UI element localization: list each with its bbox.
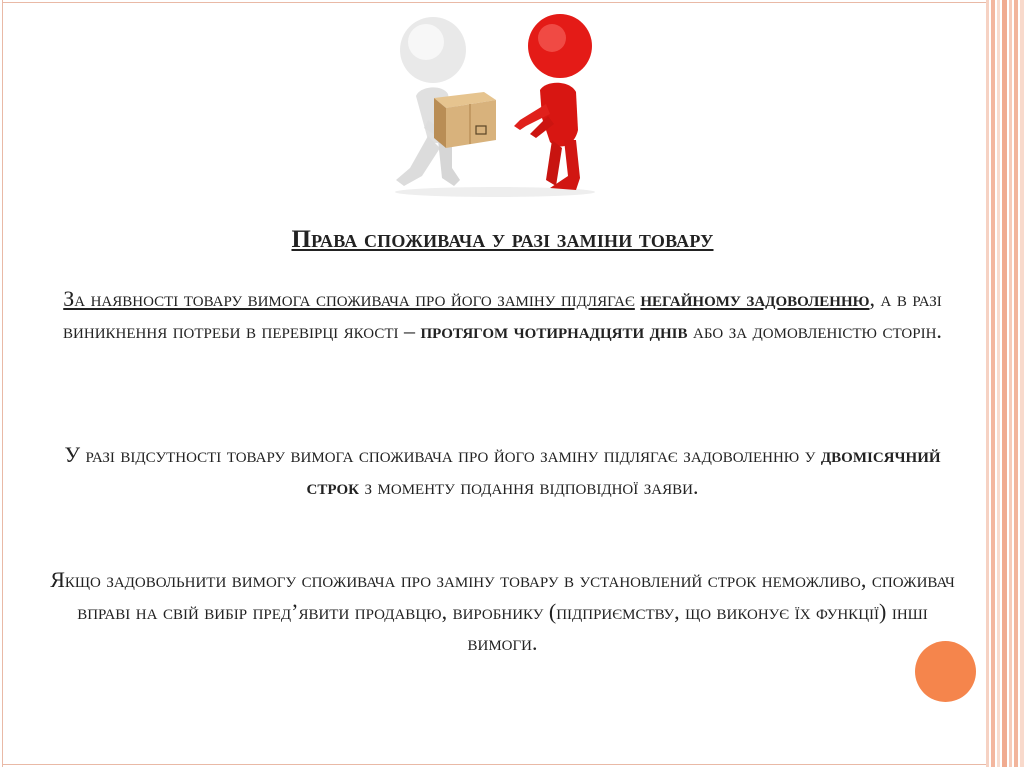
paragraph1-immediate-satisfaction: негайному задоволенню [640, 286, 870, 311]
paragraph-other-requirements: Якщо задовольнити вимогу споживача про заміну товару в установлений строк неможливо, споживач вправі на свій вибір пред’явити продавцю, виробнику (підприємству, що виконує їх функції) інші вимоги. [50, 567, 955, 655]
decorative-stripes [986, 0, 1024, 767]
slide-heading: Права споживача у разі заміни товару [291, 226, 714, 253]
paragraph2-intro: У разі відсутності товару вимога споживача про його заміну підлягає задоволенню у [64, 442, 821, 467]
cardboard-box-icon [434, 92, 496, 148]
person-receiving-illustration [514, 14, 592, 190]
accent-circle [915, 641, 976, 702]
bottom-frame-line [2, 764, 986, 765]
paragraph1-agreement: або за домовленістю сторін. [687, 317, 942, 343]
paragraph1-quality-check: , а в разі виникнення потреби в перевірці якості – [63, 286, 942, 343]
paragraph-immediate-replacement [40, 283, 965, 346]
paragraph2-two-month-term: двомісячний строк [306, 442, 941, 499]
paragraph1-fourteen-days: протягом чотирнадцяти днів [420, 317, 688, 343]
paragraph2-ending: з моменту подання відповідної заяви. [359, 473, 699, 499]
paragraph1-intro: За наявності товару вимога споживача про його заміну підлягає [63, 286, 635, 311]
paragraph-absent-goods [40, 439, 965, 502]
exchange-illustration [380, 8, 610, 198]
left-frame-line [2, 0, 3, 767]
top-frame-line [2, 2, 986, 3]
